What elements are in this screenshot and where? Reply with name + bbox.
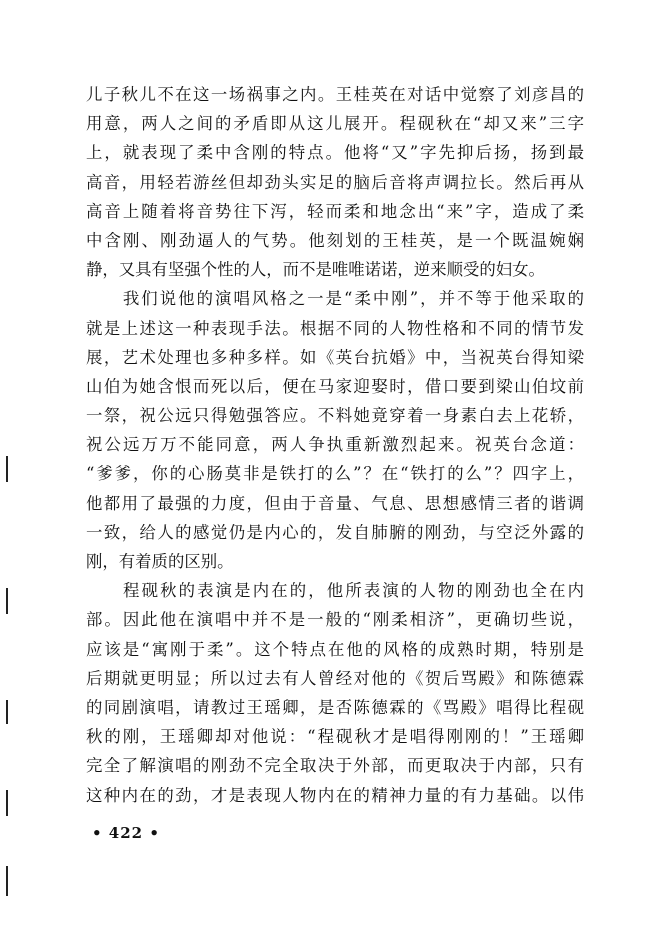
page-number: • 422 • [92,824,160,842]
text-line: “爹爹，你的心肠莫非是铁打的么”？在“铁打的么”？四字上， [86,464,584,484]
text-line: 部。因此他在演唱中并不是一般的“刚柔相济”，更确切些说， [86,610,584,630]
text-line: 山伯为她含恨而死以后，便在马家迎娶时，借口要到梁山伯坟前 [86,376,584,396]
body-text [86,80,584,810]
scan-margin-mark [6,790,8,816]
text-line: 一祭，祝公远只得勉强答应。不料她竟穿着一身素白去上花轿， [86,406,584,426]
text-line: 儿子秋儿不在这一场祸事之内。王桂英在对话中觉察了刘彦昌的 [86,85,584,104]
text-line: 我们说他的演唱风格之一是“柔中刚”，并不等于他采取的 [86,289,584,309]
text-line: 一致，给人的感觉仍是内心的，发自肺腑的刚劲，与空泛外露的 [86,522,584,542]
text-line: 应该是“寓刚于柔”。这个特点在他的风格的成熟时期，特别是 [86,639,584,659]
scan-margin-mark [6,588,8,614]
text-line: 静，又具有坚强个性的人，而不是唯唯诺诺，逆来顺受的妇女。 [86,260,545,280]
text-line: 的同剧演唱，请教过王瑶卿，是否陈德霖的《骂殿》唱得比程砚 [86,697,584,717]
text-line: 高音，用轻若游丝但却劲头实足的脑后音将声调拉长。然后再从 [86,172,584,192]
text-line: 祝公远万万不能同意，两人争执重新激烈起来。祝英台念道： [86,435,584,455]
text-line: 中含刚、刚劲逼人的气势。他刻划的王桂英，是一个既温婉娴 [86,230,584,250]
text-line: 高音上随着将音势往下泻，轻而柔和地念出“来”字，造成了柔 [86,201,584,221]
text-line: 完全了解演唱的刚劲不完全取决于外部，而更取决于内部，只有 [86,756,584,776]
text-line: 就是上述这一种表现手法。根据不同的人物性格和不同的情节发 [86,318,584,338]
scan-margin-mark [6,866,8,896]
text-line: 上，就表现了柔中含刚的特点。他将“又”字先抑后扬，扬到最 [86,143,584,163]
text-line: 后期就更明显；所以过去有人曾经对他的《贺后骂殿》和陈德霖 [86,668,584,688]
text-line: 程砚秋的表演是内在的，他所表演的人物的刚劲也全在内 [86,581,584,601]
text-line: 用意，两人之间的矛盾即从这儿展开。程砚秋在“却又来”三字 [86,114,584,134]
scan-margin-mark [6,456,8,482]
text-line: 展，艺术处理也多种多样。如《英台抗婚》中，当祝英台得知梁 [86,347,584,367]
text-line: 这种内在的劲，才是表现人物内在的精神力量的有力基础。以伟 [86,785,584,805]
scan-margin-mark [6,700,8,724]
text-line: 秋的刚，王瑶卿却对他说：“程砚秋才是唱得刚刚的！”王瑶卿 [86,727,584,747]
text-line: 刚，有着质的区别。 [86,552,234,571]
text-line: 他都用了最强的力度，但由于音量、气息、思想感情三者的谐调 [86,493,584,513]
